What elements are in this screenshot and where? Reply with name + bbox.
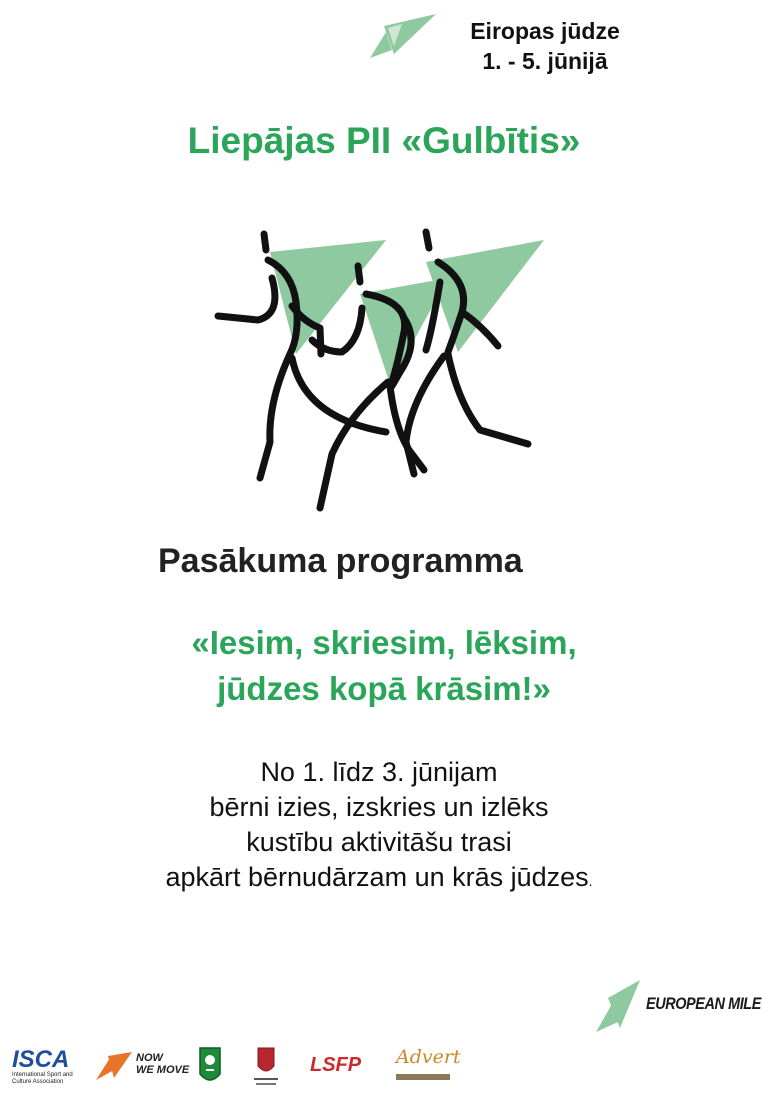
description-line-4-end: .: [588, 873, 593, 889]
lsfp-logo-text: LSFP: [310, 1054, 362, 1076]
isca-logo-subtitle-1: International Sport and: [12, 1072, 73, 1078]
event-dates: 1. - 5. jūnijā: [482, 48, 608, 74]
advert-logo-text: Advert: [396, 1046, 461, 1068]
advert-logo: [396, 1046, 466, 1086]
now-we-move-text-1: NOW: [136, 1052, 163, 1064]
description-line-1: No 1. līdz 3. jūnijam: [260, 757, 498, 787]
description-line-4-text: apkārt bērnudārzam un krās jūdzes: [165, 862, 589, 892]
description-line-4: [0, 860, 758, 899]
sports-emblem-icon: [198, 1046, 222, 1086]
slogan-line-2: jūdzes kopā krāsim!»: [217, 670, 551, 707]
event-name: Eiropas jūdze: [470, 18, 620, 44]
running-figures-illustration: [200, 222, 560, 522]
isca-logo-subtitle-2: Culture Association: [12, 1079, 64, 1085]
description: [0, 755, 758, 899]
now-we-move-arrow-icon: [96, 1052, 132, 1082]
sponsor-logos: [12, 1044, 472, 1092]
isca-logo-text: ISCA: [12, 1046, 70, 1073]
ministry-crest-icon: [248, 1044, 284, 1088]
now-we-move-text-2: WE MOVE: [136, 1064, 190, 1076]
slogan-line-1: «Iesim, skriesim, lēksim,: [191, 624, 577, 661]
now-we-move-logo: [96, 1050, 190, 1086]
lsfp-logo: [310, 1054, 376, 1080]
slogan: [0, 620, 768, 712]
european-mile-text: EUROPEAN MILE: [646, 994, 761, 1013]
advert-logo-bar: [396, 1074, 450, 1080]
european-mile-arrow-icon: [368, 12, 438, 60]
description-line-3: kustību aktivitāšu trasi: [246, 827, 512, 857]
school-name: Liepājas PII «Gulbītis»: [187, 120, 581, 161]
program-title: Pasākuma programma: [158, 542, 523, 580]
event-title: [440, 16, 650, 76]
description-line-2: bērni izies, izskries un izlēks: [209, 792, 549, 822]
isca-logo: [12, 1048, 88, 1090]
